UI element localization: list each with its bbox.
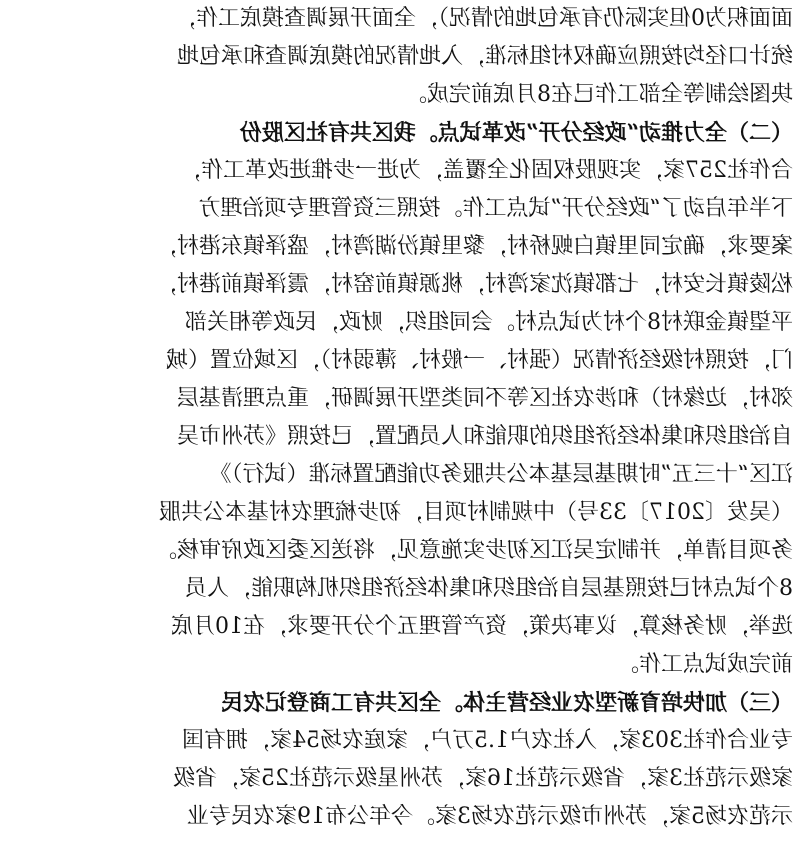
text-line: 示范农场5家，苏州市级示范农场3家。今年公布19家农民专业 xyxy=(187,804,793,829)
text-line: 下半年启动了“政经分开”试点工作。按照三资管理专项治理方 xyxy=(198,196,793,221)
section-heading-line: （三）加快培育新型农业经营主体。全区共有工商登记农民 xyxy=(220,690,793,716)
text-line: 前完成试点工作。 xyxy=(616,652,793,677)
text-line: 8个试点村已按照基层自治组织和集体经济组织机构职能，人员 xyxy=(185,576,793,601)
text-line: 合作社257家，实现股权固化全覆盖，为进一步推进改革工作， xyxy=(179,158,793,183)
text-line: 专业合作社303家，入社农户1.5万户，家庭农场54家，拥有国 xyxy=(182,728,793,753)
text-line: 平望镇金联村8个村为试点村。会同组织，财政，民政等相关部 xyxy=(185,310,793,335)
text-line: 门，按照村级经济情况（强村、一般村、薄弱村），区域位置（城 xyxy=(165,348,793,373)
text-line: 块图绘制等全部工作已在8月底前完成。 xyxy=(405,82,793,107)
text-line: 统计口径均按照应确权村组标准，入地情况的摸底调查和承包地 xyxy=(176,44,793,69)
text-line: 江区“十三五”时期基层基本公共服务功能配置标准（试行）》 xyxy=(209,462,793,487)
section-heading-line: （二）全力推动“政经分开”改革试点。我区共有社区股份 xyxy=(239,120,793,146)
text-line: 自治组织和集体经济组织的职能和人员配置，已按照《苏州市吴 xyxy=(176,424,793,449)
text-line: 郊村，边缘村）和涉农社区等不同类型开展调研，重点理清基层 xyxy=(176,386,793,411)
text-line: 家级示范社3家，省级示范社16家，苏州星级示范社25家，省级 xyxy=(173,766,793,791)
text-line: 务项目清单，并制定吴江区初步实施意见，将送区委区政府审核。 xyxy=(154,538,793,563)
text-line: 案要求，确定同里镇白蚬桥村，黎里镇汾湖湾村，盛泽镇东港村， xyxy=(154,234,793,259)
text-line: （吴发〔2017〕33号）中规制村项目，初步梳理农村基本公共服 xyxy=(159,500,793,525)
text-line: 面面积为0但实际仍有承包地的情况），全面开展调查摸底工作， xyxy=(174,6,793,31)
text-line: 选举，财务核算，议事决策，资产管理五个分开要求，在10月底 xyxy=(171,614,793,639)
text-line: 松陵镇长安村，七都镇沈家湾村，桃源镇前窑村，震泽镇前港村， xyxy=(154,272,793,297)
